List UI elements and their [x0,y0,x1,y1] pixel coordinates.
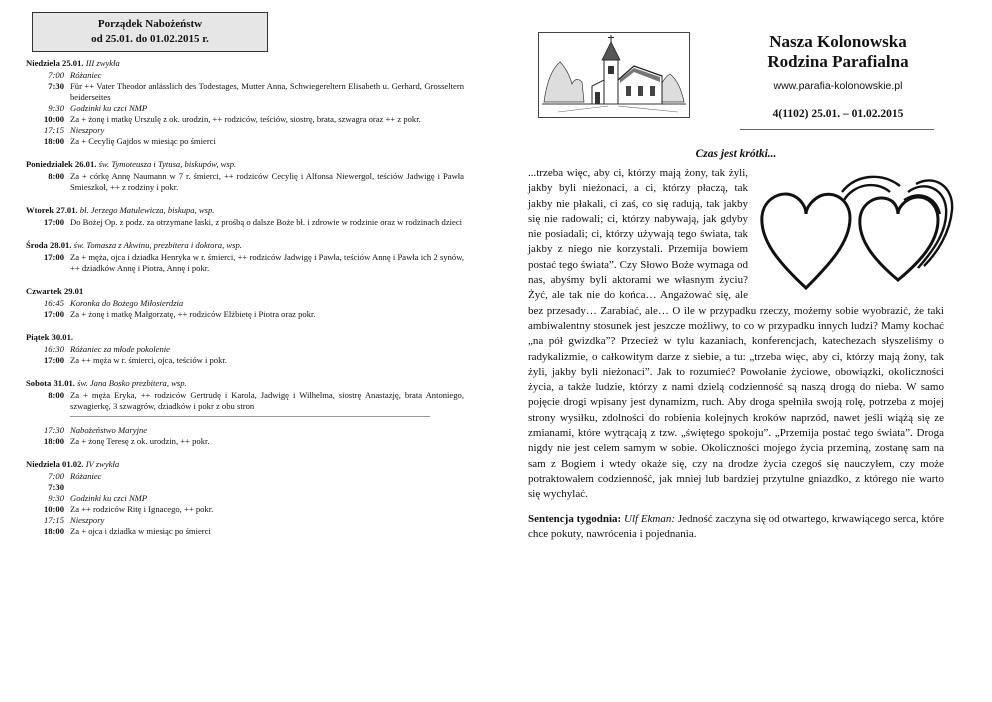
schedule-entry [26,136,464,147]
day-date: Czwartek 29.01 [26,286,84,296]
day-header [26,332,464,343]
schedule-day [26,332,464,366]
schedule-entry [26,70,464,81]
schedule-entry [26,425,464,436]
church-illustration-icon [538,32,690,118]
day-date: Poniedziałek 26.01. [26,159,97,169]
entry-time: 16:30 [43,344,64,354]
entry-intention: Za ++ rodziców Ritę i Ignacego, ++ pokr. [70,504,214,514]
entry-intention: Godzinki ku czci NMP [70,103,148,113]
day-header [26,159,464,170]
day-feast: bł. Jerzego Matulewicza, biskupa, wsp. [79,205,215,215]
parish-website-link[interactable]: www.parafia-kolonowskie.pl [773,80,903,92]
day-header [26,459,464,470]
entry-time: 7:30 [48,81,64,91]
day-feast: św. Tymoteusza i Tytusa, biskupów, wsp. [98,159,237,169]
schedule-entry [26,125,464,136]
masthead [528,28,944,130]
day-date: Środa 28.01. [26,240,72,250]
entry-intention: Godzinki ku czci NMP [70,493,148,503]
schedule-entry [26,482,464,493]
schedule-entry [26,344,464,355]
schedule-entry [26,309,464,320]
day-date: Wtorek 27.01. [26,205,78,215]
newsletter-title-line1: Nasza Kolonowska [769,32,907,51]
entry-time: 18:00 [43,526,64,536]
schedule-entry [26,504,464,515]
schedule-period: od 25.01. do 01.02.2015 r. [91,33,209,45]
schedule-entry [26,515,464,526]
entry-time: 17:15 [43,515,64,525]
issue-number: 4(1102) 25.01. – 01.02.2015 [772,108,904,120]
entry-intention: Za + męża, ojca i dziadka Henryka w r. śmierci, ++ rodziców Jadwigę i Pawła, teściów Annę i Pawła ich 2 synów, ++ dziadków Annę i Piotra, Annę i pokr. [70,252,464,273]
entry-time: 17:00 [43,355,64,365]
schedule-day [26,205,464,228]
entry-intention: Za ++ męża w r. śmierci, ojca, teściów i pokr. [70,355,227,365]
schedule-day [26,240,464,274]
entry-intention: Za + żonę i matkę Urszulę z ok. urodzin, ++ rodziców, teściów, siostrę, brata, szwagra oraz ++ z pokr. [70,114,421,124]
schedule-day [26,58,464,147]
entry-intention: Różaniec [70,70,102,80]
schedule-entry [26,81,464,103]
entry-time: 17:15 [43,125,64,135]
article-paragraph: ...trzeba więc, aby ci, którzy mają żony, tak żyli, jakby byli nieżonaci, a ci, którzy płaczą, tak jakby nie płakali, ci zaś, co się radują, tak jakby się nie radowali; ci, którzy nabywają, jak gdyby nie posiadali; ci, którzy używają tego świata, tak jakby z niego nie korzystali. Przemija bowiem postać tego świata”. Czy Słowo Boże wymaga od nas, abyśmy byli aktorami we własnym życiu? Żyć, ale tak nie do końca… Angażować się, ale bez przesady… Zarabiać, ale… O ile w przypadku rzeczy, możemy sobie wyobrazić, że taki ambiwalentny stosunek jest jeszcze możliwy, to co w przypadku innych ludzi? Mamy kochać „na pół gwizdka”? Przecież w tylu kazaniach, konferencjach, katechezach słyszeliśmy o radykalizmie, o całkowitym darze z siebie, a tu: „trzeba więc, aby ci, którzy mają żony, tak żyli, jakby byli nieżonaci”. Jak to rozumieć? Powołanie życiowe, obowiązki, okoliczności życia, a także ludzie, którzy z nami dzielą codzienność są naszą drogą do nieba. W samo pojęcie drogi wpisany jest dynamizm, ruch. Aby droga spełniła swoją rolę, potrzeba z mojej strony wysiłku, zdolności do robienia kolejnych kroków naprzód, nawet jeśli wiążą się ze zmianami, które wytrącają z tzw. „świętego spokoju”. „Przemija postać tego świata”. Droga nigdy nie jest celem samym w sobie. Okoliczności mojego życia przeminą, zostanę sam na sam z Bogiem i wtedy okaże się, czy na drodze życia czegoś się nauczyłem, czy może potraktowałem codzienność, jak mniej lub bardziej przytulne gniazdko, z którego nie warto się wychylać. [528,167,944,501]
entry-intention: Nieszpory [70,125,105,135]
entry-time: 18:00 [43,136,64,146]
schedule-day [26,459,464,537]
schedule-divider [70,416,430,417]
schedule-entry [26,171,464,193]
sentence-label: Sentencja tygodnia: [528,512,622,525]
masthead-rule [740,129,934,130]
entry-intention: Różaniec za młode pokolenie [70,344,170,354]
entry-time: 7:00 [48,70,64,80]
entry-time: 17:30 [43,425,64,435]
schedule-entry [26,217,464,228]
schedule-entry [26,390,464,412]
entry-time: 8:00 [48,390,64,400]
schedule-entry [26,114,464,125]
schedule-column [26,12,464,549]
schedule-entry [26,493,464,504]
day-feast: IV zwykła [85,459,120,469]
entry-time: 7:00 [48,471,64,481]
day-feast: św. Jana Bosko prezbitera, wsp. [77,378,187,388]
entry-time: 9:30 [48,103,64,113]
entry-intention: Koronka do Bożego Miłosierdzia [70,298,184,308]
schedule-entry [26,103,464,114]
day-header [26,58,464,69]
day-feast: św. Tomasza z Akwinu, prezbitera i doktora, wsp. [73,240,242,250]
day-header [26,286,464,297]
schedule-entry [26,471,464,482]
entry-intention: Für ++ Vater Theodor anlässlich des Todestages, Mutter Anna, Schwiegereltern Elisabeth u. Gerhard, Grosseltern beiderseites [70,81,464,102]
entry-intention [70,482,464,493]
schedule-title: Porządek Nabożeństw [97,18,203,30]
sentence-text: Jedność zaczyna się od otwartego, krwawiącego serca, które chce pokuty, nawrócenia i pojednania. [528,512,945,540]
entry-intention: Za + żonę Teresę z ok. urodzin, ++ pokr. [70,436,210,446]
schedule-entry [26,252,464,274]
entry-time: 7:30 [48,482,64,492]
day-header [26,378,464,389]
entry-intention: Różaniec [70,471,102,481]
schedule-days [26,58,464,537]
entry-time: 17:00 [43,252,64,262]
article-title: Czas jest krótki... [695,148,777,160]
entry-time: 9:30 [48,493,64,503]
entry-time: 17:00 [43,217,64,227]
schedule-day [26,159,464,193]
entry-intention: Do Bożej Op. z podz. za otrzymane łaski, z prośbą o dalsze Boże bł. i zdrowie w rodzinie oraz w rodzinach dzieci [70,217,463,227]
entry-intention: Nieszpory [70,515,105,525]
entry-intention: Za + Cecylię Gajdos w miesiąc po śmierci [70,136,216,146]
sentence-of-week [528,512,944,543]
schedule-entry [26,355,464,366]
schedule-header-box [32,12,268,52]
hearts-icon [758,170,954,298]
entry-time: 17:00 [43,309,64,319]
day-date: Sobota 31.01. [26,378,75,388]
newsletter-column [528,28,944,542]
day-header [26,205,464,216]
entry-intention: Za + męża Eryka, ++ rodziców Gertrudę i Karola, Jadwigę i Wilhelma, siostrę Anastazję, brata Antoniego, szwagierkę, 3 szwagrów, dziadków i pokr z obu stron [70,390,464,411]
day-header [26,240,464,251]
schedule-entry [26,436,464,447]
schedule-day [26,378,464,447]
entry-time: 10:00 [43,504,64,514]
newsletter-title-line2: Rodzina Parafialna [767,52,909,71]
day-feast: III zwykła [85,58,120,68]
sentence-author: Ulf Ekman: [624,512,676,525]
day-date: Niedziela 01.02. [26,459,84,469]
day-date: Niedziela 25.01. [26,58,84,68]
entry-time: 18:00 [43,436,64,446]
entry-intention: Za + córkę Annę Naumann w 7 r. śmierci, ++ rodziców Cecylię i Alfonsa Niewergol, teściów Jadwigę i Pawła Smieszkoł, ++ z rodziny i pokr. [70,171,464,192]
schedule-day [26,286,464,320]
entry-time: 16:45 [43,298,64,308]
day-date: Piątek 30.01. [26,332,74,342]
entry-time: 8:00 [48,171,64,181]
article-body [528,166,944,542]
entry-intention: Nabożeństwo Maryjne [70,425,148,435]
entry-time: 10:00 [43,114,64,124]
schedule-entry [26,298,464,309]
masthead-text [732,32,944,120]
entry-intention: Za + ojca i dziadka w miesiąc po śmierci [70,526,211,536]
entry-intention: Za + żonę i matkę Małgorzatę, ++ rodziców Elżbietę i Piotra oraz pokr. [70,309,316,319]
schedule-entry [26,526,464,537]
